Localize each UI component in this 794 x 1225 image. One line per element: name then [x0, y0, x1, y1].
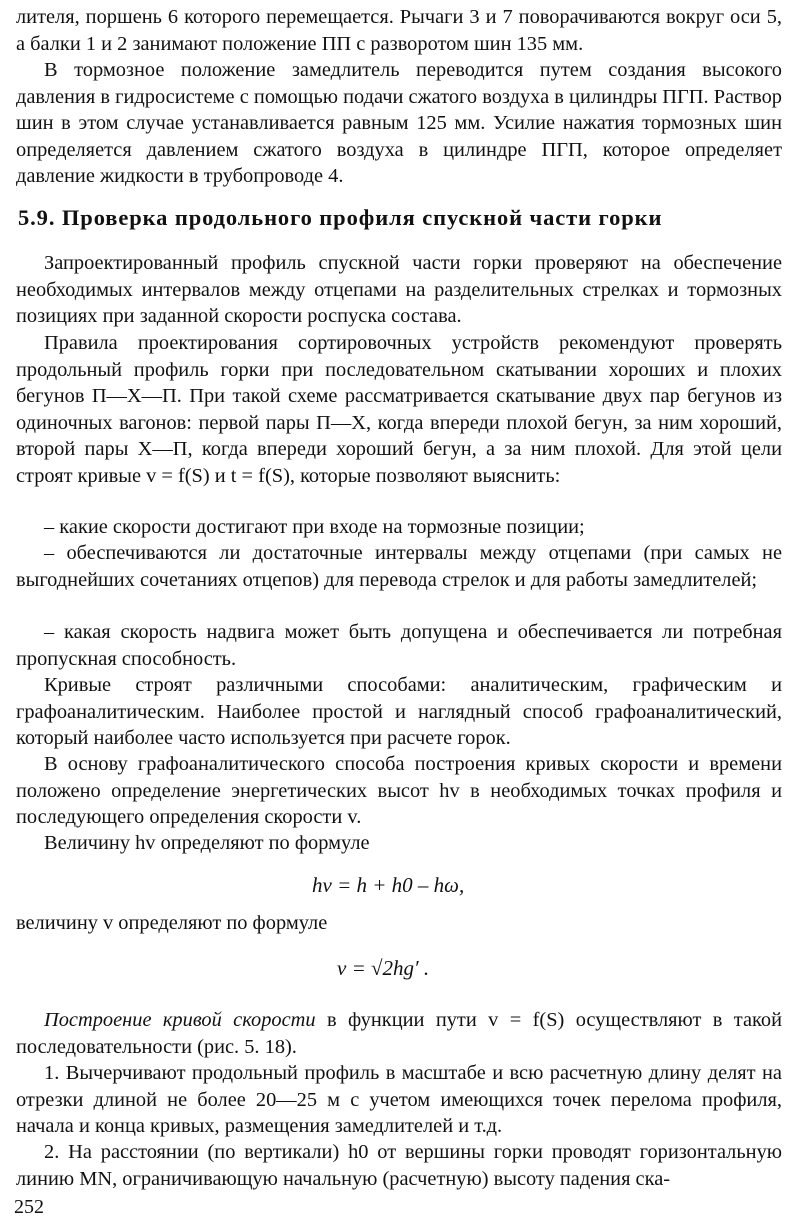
paragraph-profile-check: Запроектированный профиль спускной части горки проверяют на обеспечение необходимых интервалов между отцепами на разделительных стрелках и тормозных позициях при заданной скорости роспуска состава.: [16, 252, 782, 327]
paragraph-brake-position: В тормозное положение замедлитель переводится путем создания высокого давления в гидросистеме с помощью подачи сжатого воздуха в цилиндры ПГП. Раствор шин в этом случае устанавливается равным 125 мм. Усилие нажатия тормозных шин определяется давлением сжатого воздуха в цилиндре ПГП, которое определяет давление жидкости в трубопроводе 4.: [16, 59, 782, 187]
section-heading: 5.9. Проверка продольного профиля спускной части горки: [18, 205, 663, 230]
step-1: 1. Вычерчивают продольный профиль в масштабе и всю расчетную длину делят на отрезки длиной не более 20—25 м с учетом имеющихся точек перелома профиля, начала и конца кривых, размещения замедлителей и т.д.: [16, 1062, 782, 1137]
step-2: 2. На расстоянии (по вертикали) h0 от вершины горки проводят горизонтальную линию MN, ограничивающую начальную (расчетную) высоту падения ска-: [16, 1141, 782, 1190]
paragraph-construction: [16, 1007, 782, 1060]
construction-rest: в функции пути v = f(S) осуществляют в такой последовательности (рис. 5. 18).: [16, 1009, 782, 1058]
paragraph-design-rules: Правила проектирования сортировочных устройств рекомендуют проверять продольный профиль горки при последовательном скатывании хороших и плохих бегунов П—Х—П. При такой схеме рассматривается скатывание двух пар бегунов из одиночных вагонов: первой пары П—Х, когда впереди плохой бегун, за ним хороший, второй пары Х—П, когда впереди хороший бегун, а за ним плохой. Для этой цели строят кривые v = f(S) и t = f(S), которые позволяют выяснить:: [16, 332, 782, 487]
paragraph-v-intro: величину v определяют по формуле: [16, 912, 328, 934]
list-item-intervals: – обеспечиваются ли достаточные интервалы между отцепами (при самых не выгоднейших сочетаниях отцепов) для перевода стрелок и для работы замедлителей;: [16, 542, 782, 591]
construction-lead: Построение кривой скорости: [44, 1009, 316, 1031]
paragraph-graphoanalytic: В основу графоаналитического способа построения кривых скорости и времени положено определение энергетических высот hv в необходимых точках профиля и последующего определения скорости v.: [16, 753, 782, 828]
paragraph-hv-intro: Величину hv определяют по формуле: [44, 832, 370, 854]
paragraph-continued: лителя, поршень 6 которого перемещается. Рычаги 3 и 7 поворачиваются вокруг оси 5, а балки 1 и 2 занимают положение ПП с разворотом шин 135 мм.: [16, 6, 782, 55]
paragraph-methods: Кривые строят различными способами: аналитическим, графическим и графоаналитическим. Наиболее простой и наглядный способ графоаналитический, который наиболее часто используется при расчете горок.: [16, 674, 782, 749]
formula-v: v = √2hg′ .: [337, 956, 430, 980]
list-item-push-speed: – какая скорость надвига может быть допущена и обеспечивается ли потребная пропускная способность.: [16, 621, 782, 670]
list-item-speeds: – какие скорости достигают при входе на тормозные позиции;: [44, 516, 585, 538]
page-number: 252: [14, 1196, 44, 1218]
formula-hv: hv = h + h0 – hω,: [312, 873, 465, 897]
